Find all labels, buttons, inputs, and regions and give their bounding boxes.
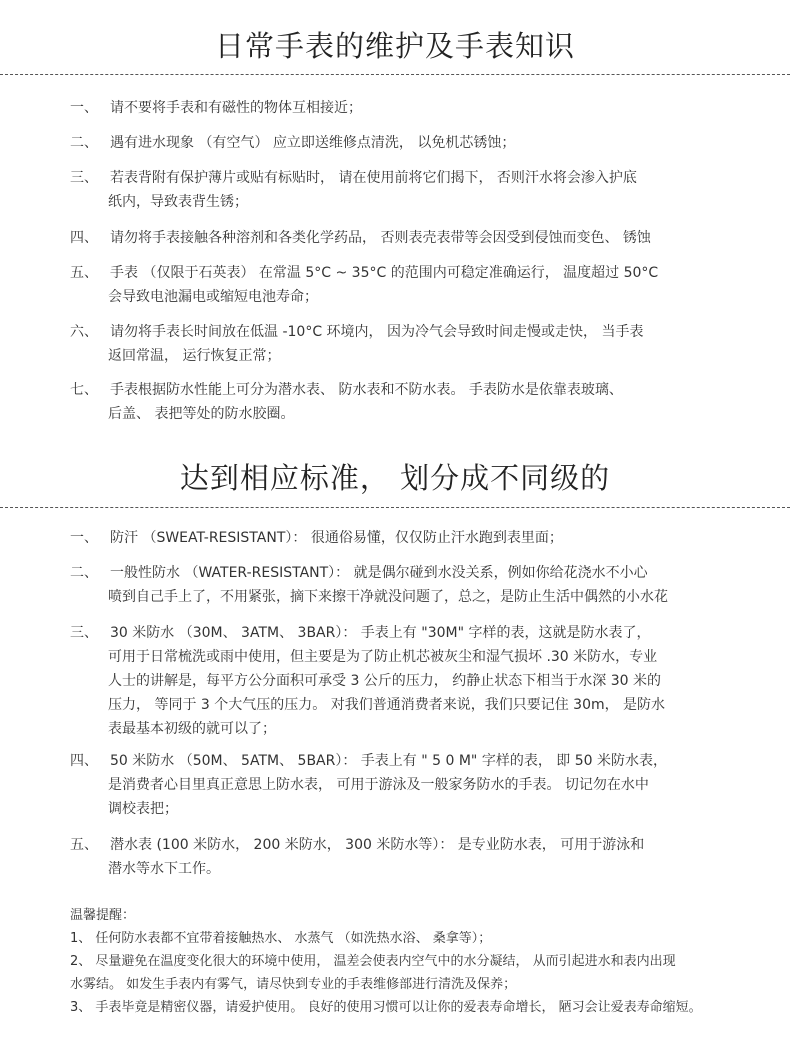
list-item <box>70 749 750 821</box>
item-text: 潜水表 (100 米防水， 200 米防水， 300 米防水等）： 是专业防水表， 可用于游泳和 <box>110 837 645 853</box>
item-number: 一、 <box>70 530 98 546</box>
tip-line: 水雾结。 如发生手表内有雾气，请尽快到专业的手表维修部进行清洗及保养； <box>70 977 517 992</box>
item-text: 请勿将手表长时间放在低温 -10°C 环境内， 因为冷气会导致时间走慢或走快， 当手表 <box>110 324 644 340</box>
section-title-water-resistance: 达到相应标准， 划分成不同级的 <box>179 461 611 495</box>
tip-line: 2、 尽量避免在温度变化很大的环境中使用， 温差会使表内空气中的水分凝结， 从而引起进水和表内出现 <box>70 954 676 969</box>
item-number: 一、 <box>70 100 98 116</box>
section-divider <box>0 507 790 508</box>
list-item <box>70 833 750 881</box>
list-item <box>70 131 750 155</box>
tip-line: 1、 任何防水表都不宜带着接触热水、 水蒸气 （如洗热水浴、 桑拿等）； <box>70 931 492 946</box>
list-item <box>70 526 750 550</box>
list-item <box>70 96 750 120</box>
item-text-continued: 调校表把； <box>108 801 178 817</box>
item-text-continued: 压力， 等同于 3 个大气压的压力。 对我们普通消费者来说，我们只要记住 30m， 是防水 <box>108 697 666 713</box>
item-text-continued: 会导致电池漏电或缩短电池寿命； <box>108 289 318 305</box>
item-text: 30 米防水 （30M、 3ATM、 3BAR）： 手表上有 "30M" 字样的表，这就是防水表了， <box>110 625 651 641</box>
item-text: 若表背附有保护薄片或贴有标贴时， 请在使用前将它们揭下， 否则汗水将会渗入护底 <box>110 170 637 186</box>
item-number: 六、 <box>70 324 98 340</box>
item-text-continued: 返回常温， 运行恢复正常； <box>108 348 281 364</box>
item-number: 七、 <box>70 382 98 398</box>
item-text-continued: 可用于日常梳洗或雨中使用，但主要是为了防止机芯被灰尘和湿气损坏 .30 米防水，专业 <box>108 649 658 665</box>
section-title-maintenance: 日常手表的维护及手表知识 <box>214 29 575 63</box>
list-item <box>70 621 750 741</box>
item-text: 手表根据防水性能上可分为潜水表、 防水表和不防水表。 手表防水是依靠表玻璃、 <box>110 382 623 398</box>
item-text-continued: 潜水等水下工作。 <box>108 861 220 877</box>
item-number: 五、 <box>70 837 98 853</box>
item-text-continued: 喷到自己手上了，不用紧张，摘下来擦干净就没问题了，总之，是防止生活中偶然的小水花 <box>108 589 668 605</box>
list-item <box>70 261 750 309</box>
item-text-continued: 后盖、 表把等处的防水胶圈。 <box>108 406 295 422</box>
list-item <box>70 561 750 609</box>
item-text: 防汗 （SWEAT-RESISTANT）： 很通俗易懂，仅仅防止汗水跑到表里面； <box>110 530 563 546</box>
list-item <box>70 320 750 368</box>
item-text-continued: 纸内，导致表背生锈； <box>108 194 248 210</box>
tips-block <box>70 904 760 1019</box>
list-item <box>70 226 750 250</box>
item-number: 三、 <box>70 170 98 186</box>
list-item <box>70 166 750 214</box>
item-number: 二、 <box>70 565 98 581</box>
item-text: 遇有进水现象 （有空气） 应立即送维修点清洗， 以免机芯锈蚀； <box>110 135 516 151</box>
item-text-continued: 人士的讲解是，每平方公分面积可承受 3 公斤的压力， 约静止状态下相当于水深 30 米的 <box>108 673 661 689</box>
item-text: 一般性防水 （WATER-RESISTANT）： 就是偶尔碰到水没关系，例如你给花浇水不小心 <box>110 565 648 581</box>
item-text: 50 米防水 （50M、 5ATM、 5BAR）： 手表上有 " 5 0 M" 字样的表， 即 50 米防水表， <box>110 753 667 769</box>
item-text: 手表 （仅限于石英表） 在常温 5°C ~ 35°C 的范围内可稳定准确运行， 温度超过 50°C <box>110 265 659 281</box>
item-number: 五、 <box>70 265 98 281</box>
item-number: 四、 <box>70 753 98 769</box>
item-text: 请不要将手表和有磁性的物体互相接近； <box>110 100 362 116</box>
item-number: 二、 <box>70 135 98 151</box>
tips-heading: 温馨提醒： <box>70 908 136 923</box>
item-number: 三、 <box>70 625 98 641</box>
tip-line: 3、 手表毕竟是精密仪器，请爱护使用。 良好的使用习惯可以让你的爱表寿命增长， 陋习会让爱表寿命缩短。 <box>70 1000 702 1015</box>
list-item <box>70 378 750 426</box>
item-text-continued: 是消费者心目里真正意思上防水表， 可用于游泳及一般家务防水的手表。 切记勿在水中 <box>108 777 649 793</box>
section-divider <box>0 74 790 75</box>
item-text: 请勿将手表接触各种溶剂和各类化学药品， 否则表壳表带等会因受到侵蚀而变色、 锈蚀 <box>110 230 651 246</box>
item-text-continued: 表最基本初级的就可以了； <box>108 721 276 737</box>
item-number: 四、 <box>70 230 98 246</box>
